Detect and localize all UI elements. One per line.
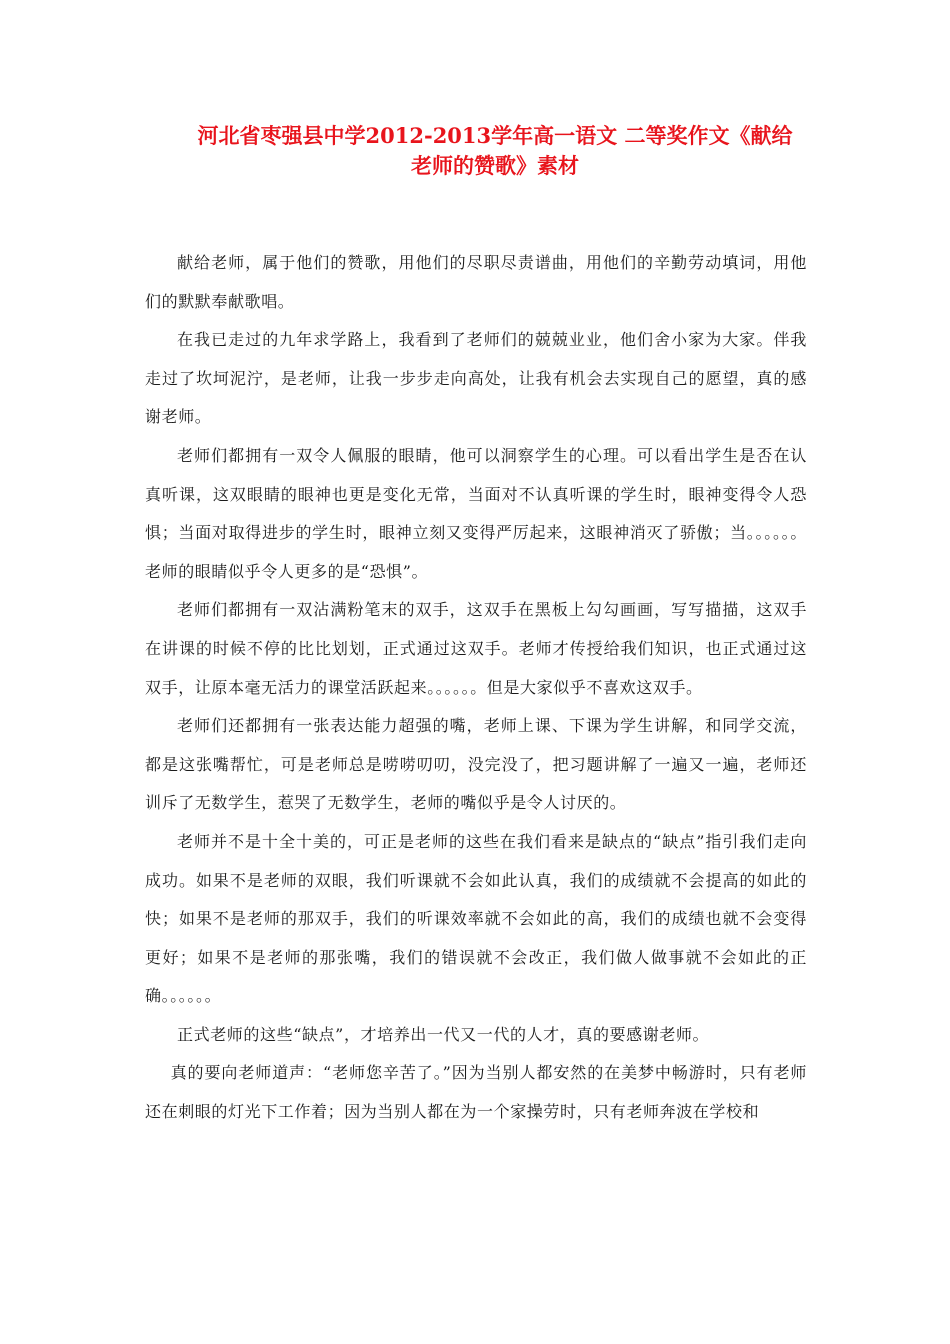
paragraph: 在我已走过的九年求学路上，我看到了老师们的兢兢业业，他们舍小家为大家。伴我走过了坎坷泥泞，是老师，让我一步步走向高处，让我有机会去实现自己的愿望，真的感谢老师。 — [145, 330, 807, 427]
paragraph: 老师们都拥有一双沾满粉笔末的双手，这双手在黑板上勾勾画画，写写描描，这双手在讲课的时候不停的比比划划，正式通过这双手。老师才传授给我们知识，也正式通过这双手，让原本毫无活力的课堂活跃起来。。。。。。但是大家似乎不喜欢这双手。 — [145, 600, 807, 697]
paragraph: 真的要向老师道声：“老师您辛苦了。”因为当别人都安然的在美梦中畅游时，只有老师还在刺眼的灯光下工作着；因为当别人都在为一个家操劳时，只有老师奔波在学校和 — [145, 1063, 807, 1122]
title-line-2: 老师的赞歌》素材 — [411, 153, 579, 178]
title-line-1: 河北省枣强县中学2012-2013学年高一语文 二等奖作文《献给 — [197, 123, 793, 148]
paragraph: 正式老师的这些“缺点”，才培养出一代又一代的人才，真的要感谢老师。 — [177, 1024, 710, 1044]
document-body — [145, 244, 807, 1132]
paragraph: 老师们都拥有一双令人佩服的眼睛，他可以洞察学生的心理。可以看出学生是否在认真听课，这双眼睛的眼神也更是变化无常，当面对不认真听课的学生时，眼神变得令人恐惧；当面对取得进步的学生时，眼神立刻又变得严厉起来，这眼神消灭了骄傲；当。。。。。。老师的眼睛似乎令人更多的是“恐惧”。 — [145, 445, 807, 581]
paragraph: 老师并不是十全十美的，可正是老师的这些在我们看来是缺点的“缺点”指引我们走向成功。如果不是老师的双眼，我们听课就不会如此认真，我们的成绩就不会提高的如此的快；如果不是老师的那双手，我们的听课效率就不会如此的高，我们的成绩也就不会变得更好；如果不是老师的那张嘴，我们的错误就不会改正，我们做人做事就不会如此的正确。。。。。。 — [145, 831, 807, 1006]
paragraph: 献给老师，属于他们的赞歌，用他们的尽职尽责谱曲，用他们的辛勤劳动填词，用他们的默默奉献歌唱。 — [145, 253, 807, 311]
document-title — [150, 121, 840, 181]
paragraph: 老师们还都拥有一张表达能力超强的嘴，老师上课、下课为学生讲解，和同学交流，都是这张嘴帮忙，可是老师总是唠唠叨叨，没完没了，把习题讲解了一遍又一遍，老师还训斥了无数学生，惹哭了无数学生，老师的嘴似乎是令人讨厌的。 — [145, 716, 807, 813]
